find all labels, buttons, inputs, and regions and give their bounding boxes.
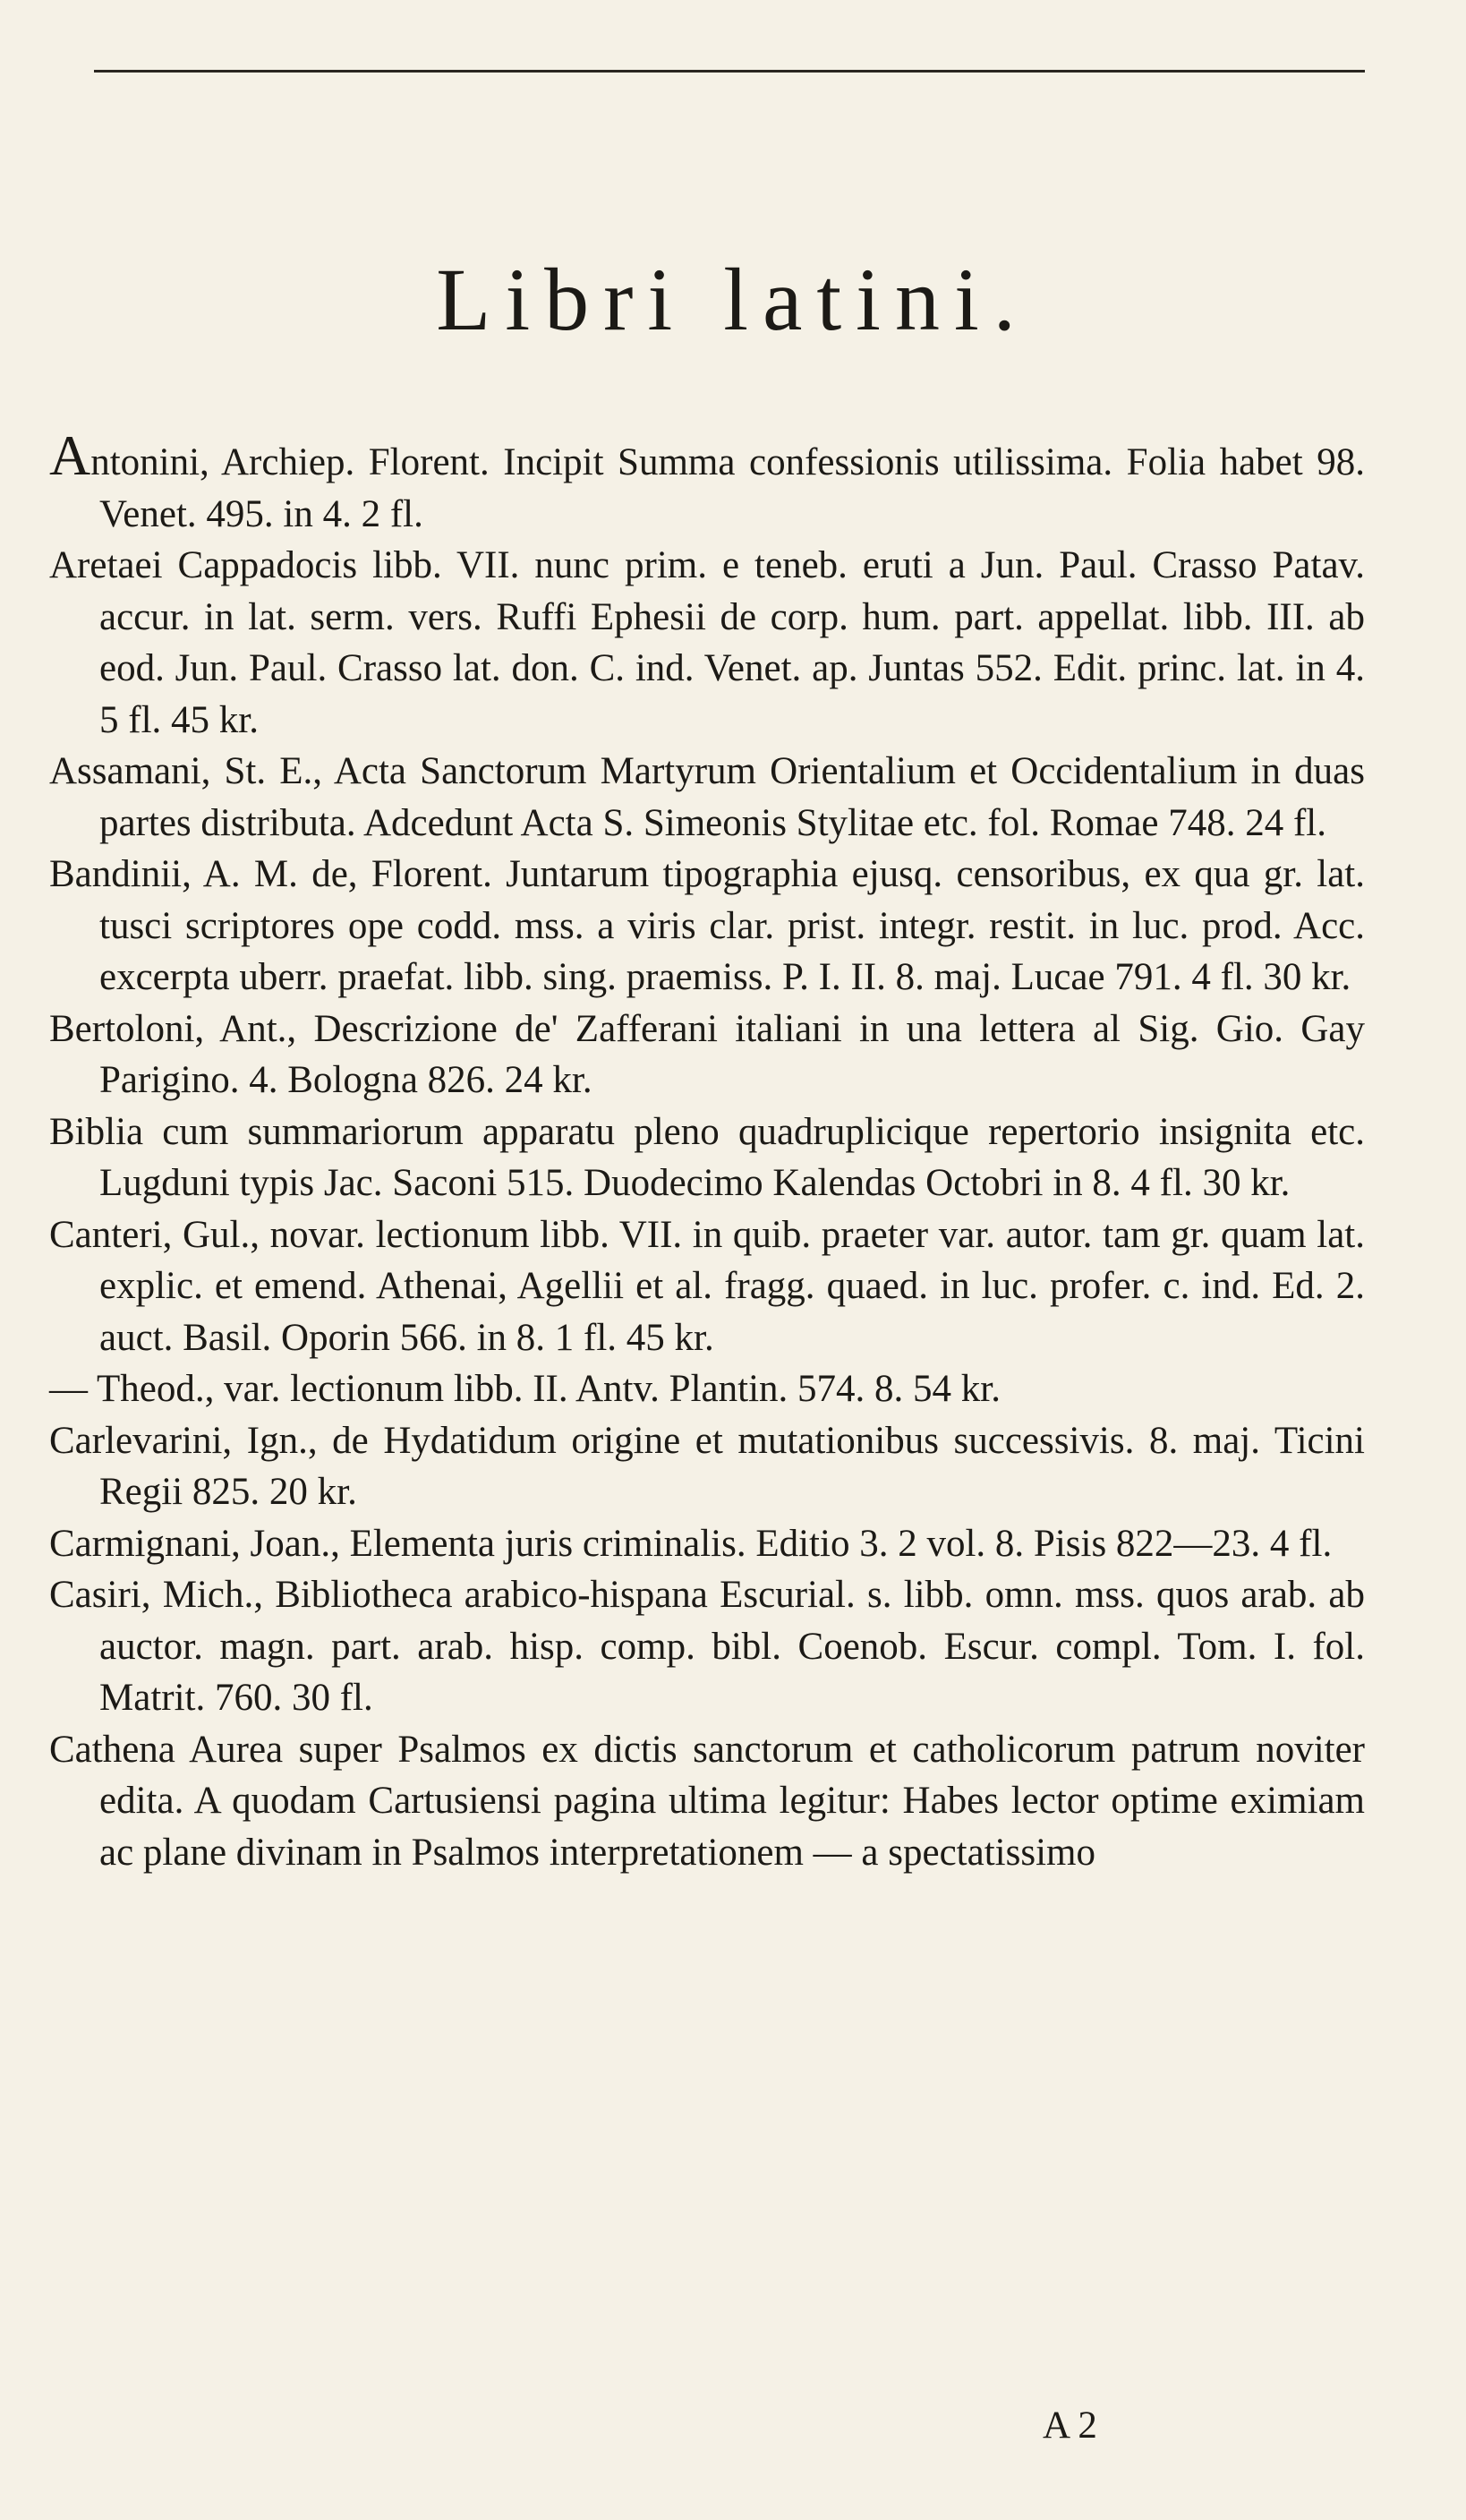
drop-initial: A (49, 423, 91, 487)
catalog-entry (49, 1415, 1365, 1518)
header-rule (94, 70, 1365, 73)
entry-text: — Theod., var. lectionum libb. II. Antv. Plantin. 574. 8. 54 kr. (49, 1368, 1001, 1410)
catalog-entry (49, 1518, 1365, 1570)
catalog-entries (49, 423, 1365, 1878)
entry-text: Casiri, Mich., Bibliotheca arabico-hispana Escurial. s. libb. omn. mss. quos arab. ab auctor. magn. part. arab. hisp. comp. bibl. Coenob. Escur. compl. Tom. I. fol. Matrit. 760. 30 fl. (49, 1574, 1365, 1719)
catalog-entry (49, 849, 1365, 1004)
entry-text: Cathena Aurea super Psalmos ex dictis sanctorum et catholicorum patrum noviter edita. A quodam Cartusiensi pagina ultima legitur: Habes lector optime eximiam ac plane divinam in Psalmos interpretationem — a spectatissimo (49, 1728, 1365, 1874)
catalog-entry (49, 540, 1365, 746)
catalog-entry (49, 1106, 1365, 1209)
entry-text: Biblia cum summariorum apparatu pleno quadruplicique repertorio insignita etc. Lugduni typis Jac. Saconi 515. Duodecimo Kalendas Octobri in 8. 4 fl. 30 kr. (49, 1110, 1365, 1204)
entry-text: Carmignani, Joan., Elementa juris criminalis. Editio 3. 2 vol. 8. Pisis 822—23. 4 fl. (49, 1522, 1333, 1565)
page-title: Libri latini. (436, 250, 1030, 349)
catalog-entry (49, 423, 1365, 540)
entry-text: Canteri, Gul., novar. lectionum libb. VII. in quib. praeter var. autor. tam gr. quam lat. explic. et emend. Athenai, Agellii et al. fragg. quaed. in luc. profer. c. ind. Ed. 2. auct. Basil. Oporin 566. in 8. 1 fl. 45 kr. (49, 1213, 1365, 1359)
catalog-entry (49, 746, 1365, 849)
catalog-entry (49, 1004, 1365, 1106)
entry-text: ntonini, Archiep. Florent. Incipit Summa confessionis utilissima. Folia habet 98. Venet. 495. in 4. 2 fl. (90, 441, 1365, 535)
catalog-entry (49, 1569, 1365, 1724)
signature-mark: A 2 (1043, 2405, 1097, 2447)
catalog-entry (49, 1209, 1365, 1364)
catalog-entry (49, 1363, 1365, 1415)
entry-text: Carlevarini, Ign., de Hydatidum origine et mutationibus successivis. 8. maj. Ticini Regii 825. 20 kr. (49, 1419, 1365, 1513)
entry-text: Bertoloni, Ant., Descrizione de' Zafferani italiani in una lettera al Sig. Gio. Gay Parigino. 4. Bologna 826. 24 kr. (49, 1007, 1365, 1101)
entry-text: Assamani, St. E., Acta Sanctorum Martyrum Orientalium et Occidentalium in duas partes distributa. Adcedunt Acta S. Simeonis Stylitae etc. fol. Romae 748. 24 fl. (49, 750, 1365, 844)
catalog-entry (49, 1724, 1365, 1879)
entry-text: Aretaei Cappadocis libb. VII. nunc prim. e teneb. eruti a Jun. Paul. Crasso Patav. accur. in lat. serm. vers. Ruffi Ephesii de corp. hum. part. appellat. libb. III. ab eod. Jun. Paul. Crasso lat. don. C. ind. Venet. ap. Juntas 552. Edit. princ. lat. in 4. 5 fl. 45 kr. (49, 544, 1365, 741)
entry-text: Bandinii, A. M. de, Florent. Juntarum tipographia ejusq. censoribus, ex qua gr. lat. tusci scriptores ope codd. mss. a viris clar. prist. integr. restit. in luc. prod. Acc. excerpta uberr. praefat. libb. sing. praemiss. P. I. II. 8. maj. Lucae 791. 4 fl. 30 kr. (49, 853, 1365, 998)
